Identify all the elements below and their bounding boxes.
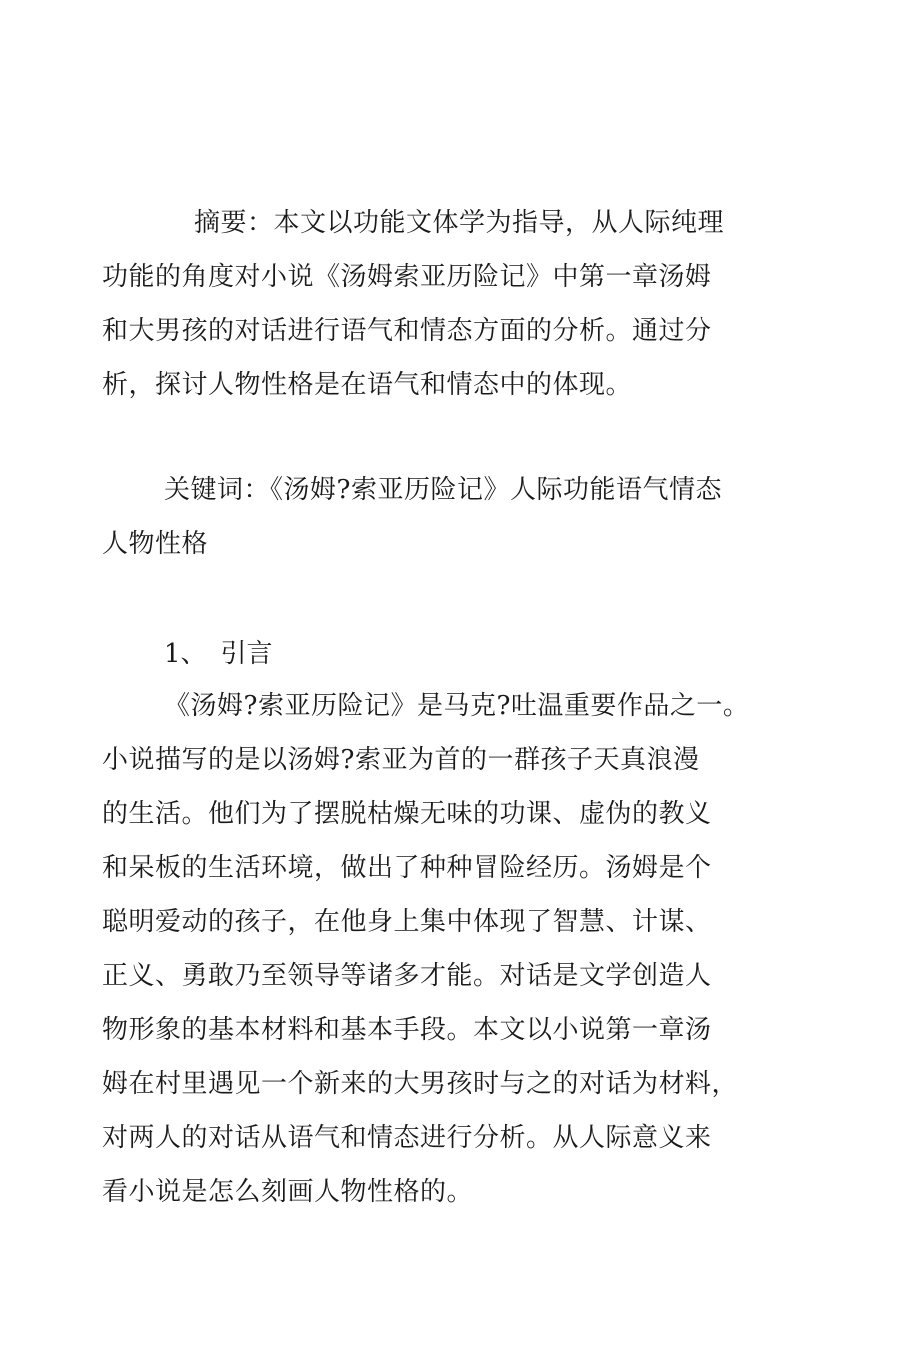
abstract-line: 析，探讨人物性格是在语气和情态中的体现。 (102, 370, 633, 400)
intro-line: 的生活。他们为了摆脱枯燥无味的功课、虚伪的教义 (102, 799, 712, 829)
section-title: 引言 (220, 639, 273, 669)
introduction-paragraph (102, 679, 762, 1219)
keywords-line: 人物性格 (102, 529, 209, 559)
section-heading (164, 627, 273, 681)
abstract-line: 功能的角度对小说《汤姆索亚历险记》中第一章汤姆 (102, 262, 712, 292)
intro-line: 聪明爱动的孩子，在他身上集中体现了智慧、计谋、 (102, 907, 712, 937)
abstract-line: 摘要：本文以功能文体学为指导，从人际纯理 (194, 208, 725, 238)
intro-line: 物形象的基本材料和基本手段。本文以小说第一章汤 (102, 1015, 712, 1045)
intro-line: 小说描写的是以汤姆?索亚为首的一群孩子天真浪漫 (102, 745, 700, 775)
intro-line: 看小说是怎么刻画人物性格的。 (102, 1177, 474, 1207)
abstract-line: 和大男孩的对话进行语气和情态方面的分析。通过分 (102, 316, 712, 346)
intro-line: 对两人的对话从语气和情态进行分析。从人际意义来 (102, 1123, 712, 1153)
intro-line: 姆在村里遇见一个新来的大男孩时与之的对话为材料， (102, 1069, 739, 1099)
intro-line: 正义、勇敢乃至领导等诸多才能。对话是文学创造人 (102, 961, 712, 991)
abstract-paragraph (102, 196, 762, 412)
keywords-line: 关键词：《汤姆?索亚历险记》人际功能语气情态 (164, 475, 722, 505)
intro-line: 《汤姆?索亚历险记》是马克?吐温重要作品之一。 (164, 691, 750, 721)
keywords-paragraph (102, 463, 762, 571)
intro-line: 和呆板的生活环境，做出了种种冒险经历。汤姆是个 (102, 853, 712, 883)
section-number: 1、 (164, 639, 207, 669)
